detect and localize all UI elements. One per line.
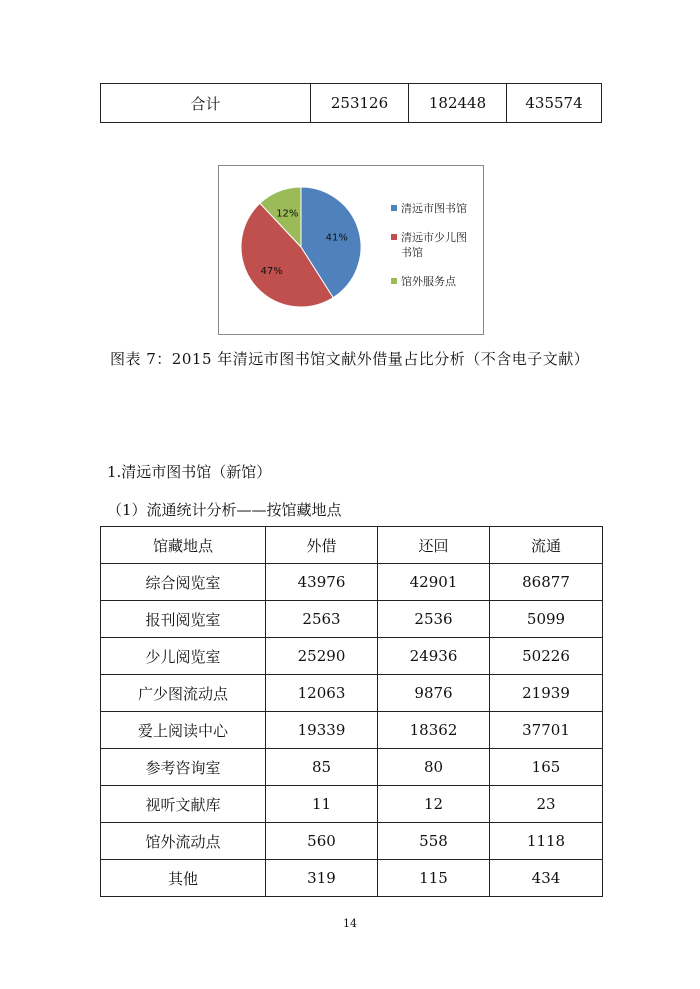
pie-data-label: 12% (276, 208, 299, 220)
table-cell: 558 (378, 823, 490, 860)
table-cell: 综合阅览室 (101, 564, 266, 601)
table-row (101, 564, 603, 601)
table-cell: 86877 (490, 564, 603, 601)
table-cell: 参考咨询室 (101, 749, 266, 786)
table-cell: 9876 (378, 675, 490, 712)
subsection-title: （1）流通统计分析——按馆藏地点 (107, 501, 342, 519)
legend-item (391, 230, 481, 260)
table-cell: 广少图流动点 (101, 675, 266, 712)
table-row (101, 823, 603, 860)
table-cell: 少儿阅览室 (101, 638, 266, 675)
table-row (101, 712, 603, 749)
table-row (101, 749, 603, 786)
section-title: 1.清远市图书馆（新馆） (107, 463, 272, 481)
table-row (101, 786, 603, 823)
table-cell: 12063 (266, 675, 378, 712)
legend-label: 书馆 (401, 246, 423, 259)
page-number: 14 (343, 917, 357, 930)
table-cell: 5099 (490, 601, 603, 638)
table-cell: 视听文献库 (101, 786, 266, 823)
table-cell: 42901 (378, 564, 490, 601)
table-cell: 434 (490, 860, 603, 897)
table-header-row (101, 527, 603, 564)
total-value: 253126 (311, 84, 409, 123)
table-cell: 560 (266, 823, 378, 860)
legend-swatch (391, 205, 397, 211)
table-cell: 其他 (101, 860, 266, 897)
legend-label: 清远市图书馆 (401, 202, 467, 215)
table-cell: 馆外流动点 (101, 823, 266, 860)
column-header: 外借 (266, 527, 378, 564)
table-cell: 80 (378, 749, 490, 786)
table-cell: 43976 (266, 564, 378, 601)
pie-data-label: 41% (325, 232, 348, 244)
circulation-table (100, 526, 603, 897)
legend-label: 清远市少儿图 (401, 231, 467, 244)
table-cell: 2563 (266, 601, 378, 638)
total-value: 182448 (409, 84, 507, 123)
column-header: 还回 (378, 527, 490, 564)
table-cell: 报刊阅览室 (101, 601, 266, 638)
table-cell: 85 (266, 749, 378, 786)
table-cell: 2536 (378, 601, 490, 638)
legend-swatch (391, 278, 397, 284)
pie-chart (218, 165, 484, 335)
table-cell: 50226 (490, 638, 603, 675)
table-cell: 18362 (378, 712, 490, 749)
table-cell: 19339 (266, 712, 378, 749)
table-cell: 115 (378, 860, 490, 897)
table-cell: 12 (378, 786, 490, 823)
figure-caption: 图表 7：2015 年清远市图书馆文献外借量占比分析（不含电子文献） (110, 350, 590, 368)
total-value: 435574 (507, 84, 602, 123)
table-cell: 爱上阅读中心 (101, 712, 266, 749)
total-table (100, 83, 602, 123)
legend-label: 馆外服务点 (401, 275, 456, 288)
column-header: 流通 (490, 527, 603, 564)
legend-swatch (391, 234, 397, 240)
table-row (101, 675, 603, 712)
table-cell: 21939 (490, 675, 603, 712)
table-cell: 25290 (266, 638, 378, 675)
pie-data-label: 47% (260, 265, 283, 277)
table-cell: 24936 (378, 638, 490, 675)
table-cell: 1118 (490, 823, 603, 860)
table-row (101, 638, 603, 675)
column-header: 馆藏地点 (101, 527, 266, 564)
legend-item (391, 274, 481, 289)
chart-legend (391, 201, 481, 303)
total-label: 合计 (101, 84, 311, 123)
table-row (101, 84, 602, 123)
table-cell: 23 (490, 786, 603, 823)
table-cell: 165 (490, 749, 603, 786)
table-cell: 11 (266, 786, 378, 823)
table-cell: 37701 (490, 712, 603, 749)
legend-item (391, 201, 481, 216)
table-cell: 319 (266, 860, 378, 897)
table-row (101, 601, 603, 638)
table-row (101, 860, 603, 897)
